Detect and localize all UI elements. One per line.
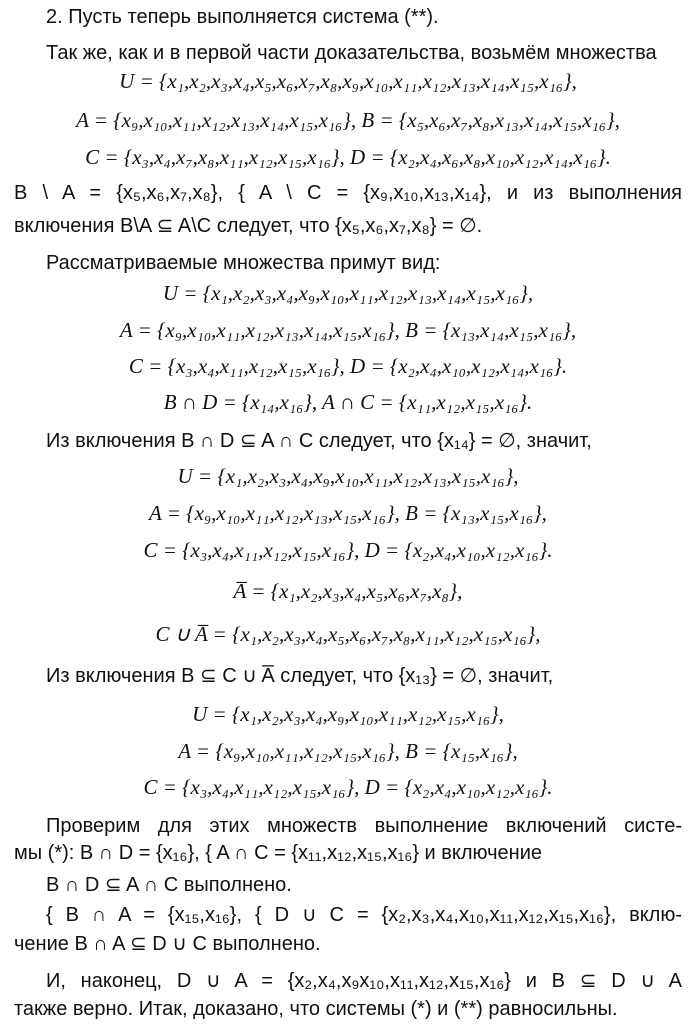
- formula-line: A = {x₉,x₁₀,x₁₁,x₁₂,x₁₃,x₁₅,x₁₆}, B = {x₁₃,x₁₅,x₁₆},: [149, 501, 547, 525]
- section-heading: 2. Пусть теперь выполняется система (**).: [46, 6, 439, 28]
- text-line: включения B\A ⊆ A\C следует, что {x₅,x₆,x₇,x₈} = ∅.: [14, 215, 483, 237]
- formula-line: U = {x₁,x₂,x₃,x₄,x₅,x₆,x₇,x₈,x₉,x₁₀,x₁₁,x₁₂,x₁₃,x₁₄,x₁₅,x₁₆},: [119, 69, 577, 93]
- formula-line: A̅ = {x₁,x₂,x₃,x₄,x₅,x₆,x₇,x₈},: [233, 579, 463, 603]
- text-line: также верно. Итак, доказано, что системы (*) и (**) равносильны.: [14, 998, 618, 1020]
- formula-line: B ∩ D = {x₁₄,x₁₆}, A ∩ C = {x₁₁,x₁₂,x₁₅,x₁₆}.: [163, 390, 533, 414]
- text-line: Проверим для этих множеств выполнение включений систе-: [46, 815, 682, 837]
- formula-line: C = {x₃,x₄,x₁₁,x₁₂,x₁₅,x₁₆}, D = {x₂,x₄,x₁₀,x₁₂,x₁₆}.: [143, 775, 553, 799]
- formula-line: A = {x₉,x₁₀,x₁₁,x₁₂,x₁₃,x₁₄,x₁₅,x₁₆}, B = {x₅,x₆,x₇,x₈,x₁₃,x₁₄,x₁₅,x₁₆},: [76, 108, 620, 132]
- formula-line: C = {x₃,x₄,x₇,x₈,x₁₁,x₁₂,x₁₅,x₁₆}, D = {x₂,x₄,x₆,x₈,x₁₀,x₁₂,x₁₄,x₁₆}.: [85, 145, 611, 169]
- formula-line: A = {x₉,x₁₀,x₁₁,x₁₂,x₁₃,x₁₄,x₁₅,x₁₆}, B = {x₁₃,x₁₄,x₁₅,x₁₆},: [119, 318, 577, 342]
- text-line: B \ A = {x₅,x₆,x₇,x₈}, { A \ C = {x₉,x₁₀,x₁₃,x₁₄}, и из выполнения: [14, 182, 682, 204]
- text-line: чение B ∩ A ⊆ D ∪ C выполнено.: [14, 933, 321, 955]
- text-line: мы (*): B ∩ D = {x₁₆}, { A ∩ C = {x₁₁,x₁₂,x₁₅,x₁₆} и включение: [14, 842, 542, 864]
- text-line: Из включения B ⊆ C ∪ A̅ следует, что {x₁₃} = ∅, значит,: [46, 665, 554, 687]
- text-line: { B ∩ A = {x₁₅,x₁₆}, { D ∪ C = {x₂,x₃,x₄,x₁₀,x₁₁,x₁₂,x₁₅,x₁₆}, вклю-: [46, 904, 682, 926]
- formula-line: U = {x₁,x₂,x₃,x₄,x₉,x₁₀,x₁₁,x₁₂,x₁₃,x₁₅,x₁₆},: [177, 464, 519, 488]
- formula-line: A = {x₉,x₁₀,x₁₁,x₁₂,x₁₅,x₁₆}, B = {x₁₅,x₁₆},: [178, 739, 518, 763]
- formula-line: U = {x₁,x₂,x₃,x₄,x₉,x₁₀,x₁₁,x₁₂,x₁₅,x₁₆},: [192, 702, 504, 726]
- formula-line: C ∪ A̅ = {x₁,x₂,x₃,x₄,x₅,x₆,x₇,x₈,x₁₁,x₁₂,x₁₅,x₁₆},: [155, 622, 541, 646]
- text-line: Так же, как и в первой части доказательства, возьмём множества: [46, 42, 657, 64]
- text-line: Из включения B ∩ D ⊆ A ∩ C следует, что {x₁₄} = ∅, значит,: [46, 430, 592, 452]
- text-line: B ∩ D ⊆ A ∩ C выполнено.: [46, 874, 292, 896]
- formula-line: C = {x₃,x₄,x₁₁,x₁₂,x₁₅,x₁₆}, D = {x₂,x₄,x₁₀,x₁₂,x₁₄,x₁₆}.: [128, 354, 568, 378]
- formula-line: U = {x₁,x₂,x₃,x₄,x₉,x₁₀,x₁₁,x₁₂,x₁₃,x₁₄,x₁₅,x₁₆},: [162, 281, 534, 305]
- text-line: И, наконец, D ∪ A = {x₂,x₄,x₉x₁₀,x₁₁,x₁₂,x₁₅,x₁₆} и B ⊆ D ∪ A: [46, 970, 682, 992]
- text-line: Рассматриваемые множества примут вид:: [46, 252, 441, 274]
- formula-line: C = {x₃,x₄,x₁₁,x₁₂,x₁₅,x₁₆}, D = {x₂,x₄,x₁₀,x₁₂,x₁₆}.: [143, 538, 553, 562]
